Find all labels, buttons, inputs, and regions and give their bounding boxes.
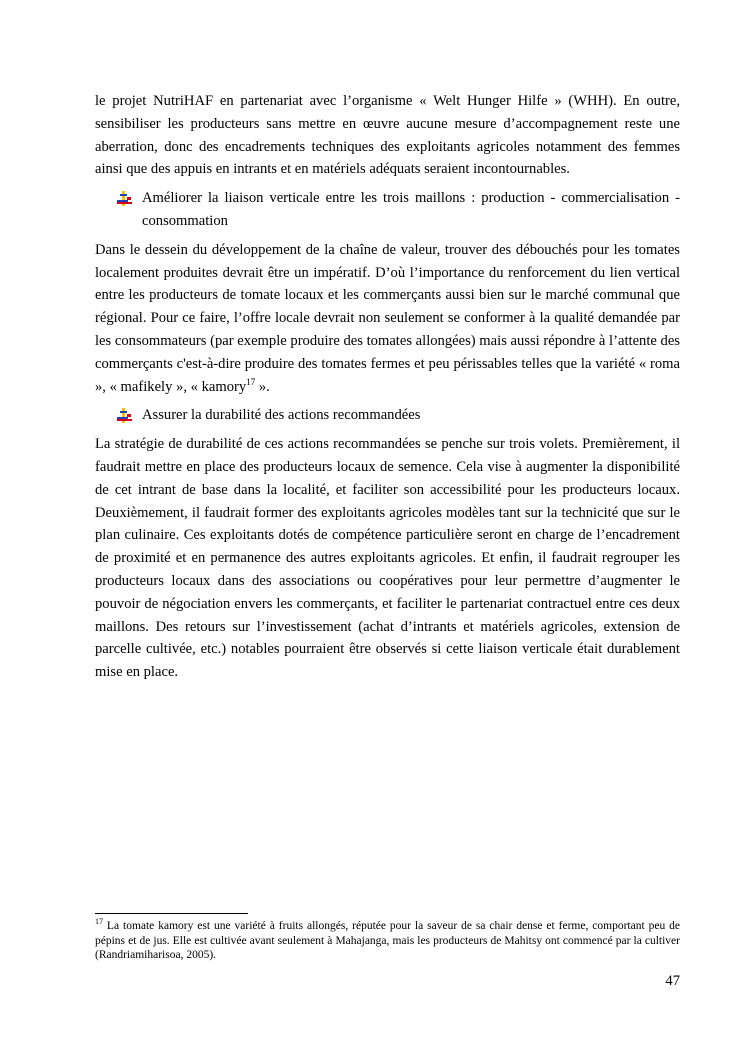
footnote-number: 17 <box>95 917 103 927</box>
body-text <box>95 90 680 690</box>
footnote-text: La tomate kamory est une variété à fruits allongés, réputée pour la saveur de sa chair dense et ferme, comportant peu de pépins et de jus. Elle est cultivée avant seulement à Mahajanga, mais les producteurs de Mahitsy ont commencé par la cultiver (Randriamiharisoa, 2005). <box>95 920 680 961</box>
footnote-reference[interactable]: 17 <box>246 376 256 387</box>
bullet-item-durabilite <box>95 404 680 427</box>
footnote-divider <box>95 913 248 914</box>
bullet-arrow-icon <box>117 408 132 423</box>
paragraph-value-chain-end: ». <box>255 378 270 395</box>
bullet-text: Assurer la durabilité des actions recommandées <box>142 407 421 424</box>
paragraph-intro: le projet NutriHAF en partenariat avec l’organisme « Welt Hunger Hilfe » (WHH). En outre, sensibiliser les producteurs sans mettre en œuvre aucune mesure d’accompagnement reste une aberration, donc des encadrements techniques des exploitants agricoles notamment des femmes ainsi que des appuis en intrants et en matériels adéquats seraient incontournables. <box>95 93 680 178</box>
bullet-text: Améliorer la liaison verticale entre les trois maillons : production - commercialisation - consommation <box>142 190 680 229</box>
paragraph-value-chain <box>95 239 680 399</box>
paragraph-strategy: La stratégie de durabilité de ces actions recommandées se penche sur trois volets. Premièrement, il faudrait mettre en place des producteurs locaux de semence. Cela vise à augmenter la disponibilité de cet intrant de base dans la localité, et faciliter son accessibilité pour les producteurs locaux. Deuxièmement, il faudrait former des exploitants agricoles modèles tant sur la technicité que sur le plan culinaire. Ces exploitants dotés de compétence particulière seront en charge de l’encadrement de proximité et en permanence des autres exploitants agricoles. Et enfin, il faudrait regrouper les producteurs locaux dans des associations ou coopératives pour leur permettre d’augmenter le pouvoir de négociation envers les commerçants, et faciliter le partenariat contractuel entre ces deux maillons. Des retours sur l’investissement (achat d’intrants et matériels agricoles, extension de parcelle cultivée, etc.) notables pourraient être observés si cette liaison verticale était durablement mise en place. <box>95 436 680 681</box>
paragraph-value-chain-text: Dans le dessein du développement de la chaîne de valeur, trouver des débouchés pour les tomates localement produites devrait être un impératif. D’où l’importance du renforcement du lien vertical entre les producteurs de tomate locaux et les commerçants aussi bien sur le marché communal que régional. Pour ce faire, l’offre locale devrait non seulement se conformer à la qualité demandée par les consommateurs (par exemple produire des tomates allongées) mais aussi répondre à l’attente des commerçants c'est-à-dire produire des tomates fermes et peu périssables telles que la variété « roma », « mafikely », « kamory <box>95 241 680 395</box>
footnote <box>95 919 680 963</box>
bullet-item-liaison <box>95 187 680 233</box>
bullet-arrow-icon <box>117 191 132 206</box>
page-number: 47 <box>665 973 680 989</box>
